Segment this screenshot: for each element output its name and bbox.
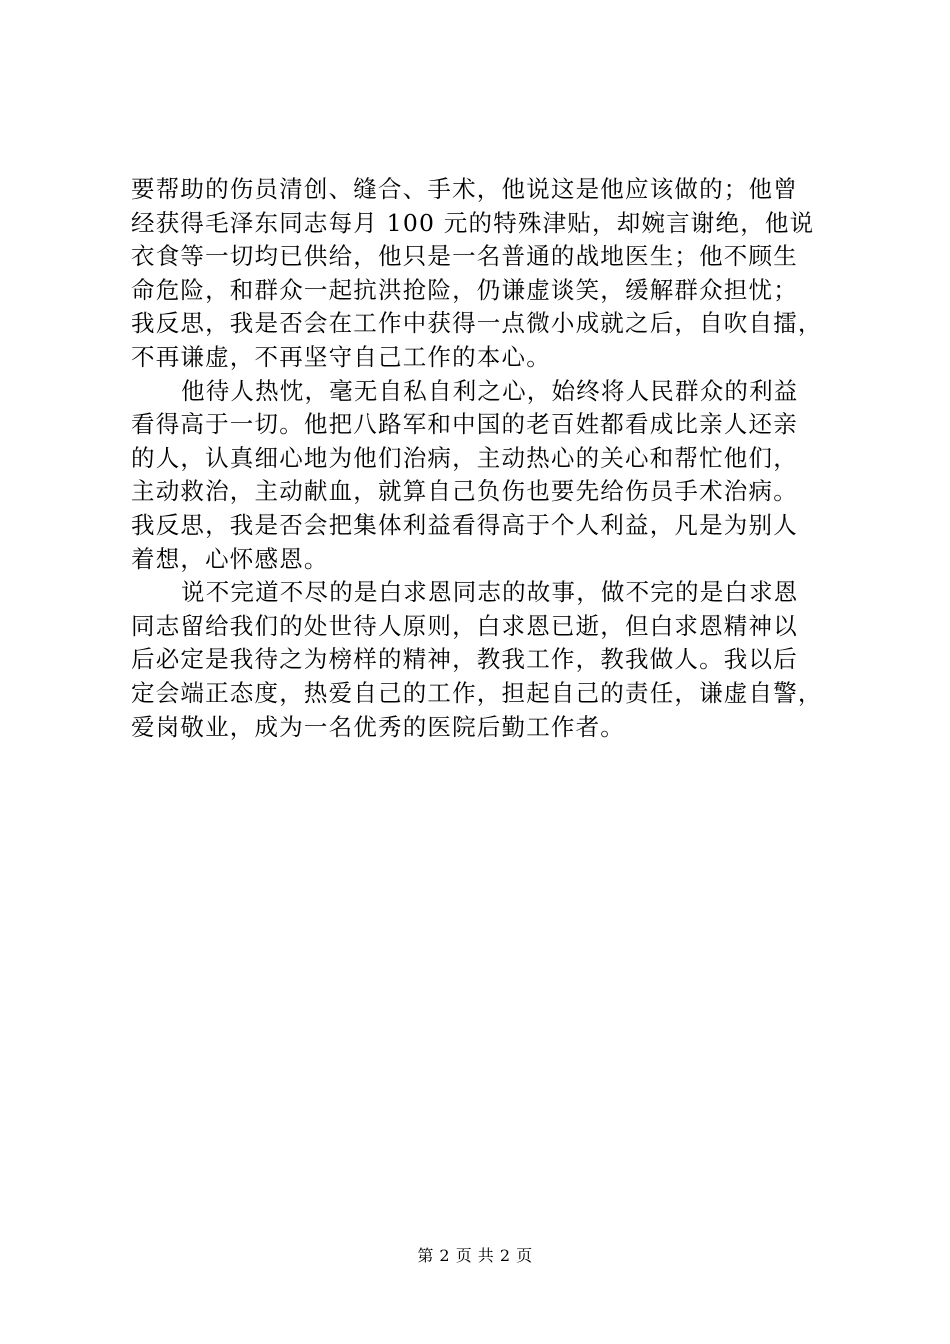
text-line: 衣食等一切均已供给，他只是一名普通的战地医生；他不顾生 [131,242,798,271]
text-line: 说不完道不尽的是白求恩同志的故事，做不完的是白求恩 [181,578,799,607]
text-line: 我反思，我是否会在工作中获得一点微小成就之后，自吹自擂， [131,309,823,338]
text-line: 命危险，和群众一起抗洪抢险，仍谦虚谈笑，缓解群众担忧； [131,275,798,304]
text-line: 同志留给我们的处世待人原则，白求恩已逝，但白求恩精神以 [131,611,798,640]
text-line: 主动救治，主动献血，就算自己负伤也要先给伤员手术治病。 [131,477,798,506]
text-line: 的人，认真细心地为他们治病，主动热心的关心和帮忙他们， [131,443,798,472]
paragraph-2 [131,375,853,577]
text-line: 我反思，我是否会把集体利益看得高于个人利益，凡是为别人 [131,510,798,539]
text-line: 定会端正态度，热爱自己的工作，担起自己的责任，谦虚自警， [131,678,823,707]
text-line: 他待人热忱，毫无自私自利之心，始终将人民群众的利益 [181,376,799,405]
page-number-footer: 第 2 页 共 2 页 [417,1246,533,1265]
text-line: 看得高于一切。他把八路军和中国的老百姓都看成比亲人还亲 [131,410,798,439]
paragraph-3 [131,576,853,744]
text-line: 爱岗敬业，成为一名优秀的医院后勤工作者。 [131,712,625,741]
text-line: 经获得毛泽东同志每月 100 元的特殊津贴，却婉言谢绝，他说 [131,208,815,237]
text-line: 后必定是我待之为榜样的精神，教我工作，教我做人。我以后 [131,645,798,674]
text-line: 着想，心怀感恩。 [131,544,329,573]
document-body [131,173,853,744]
text-line: 不再谦虚，不再坚守自己工作的本心。 [131,342,551,371]
paragraph-1 [131,173,853,375]
text-line: 要帮助的伤员清创、缝合、手术，他说这是他应该做的；他曾 [131,175,798,203]
